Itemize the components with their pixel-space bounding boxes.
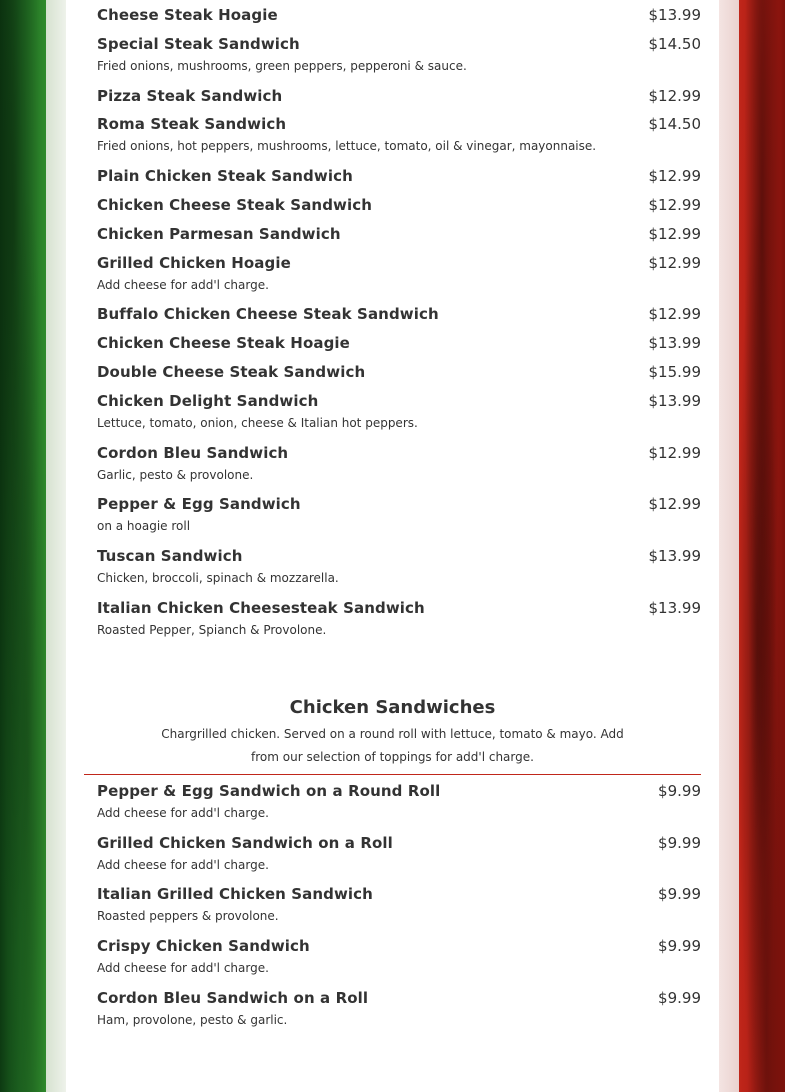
menu-item-name: Cordon Bleu Sandwich — [97, 444, 289, 462]
menu-item-price: $9.99 — [658, 885, 701, 903]
menu-item[interactable] — [97, 547, 701, 591]
menu-item-name: Italian Chicken Cheesesteak Sandwich — [97, 599, 425, 617]
menu-item-price: $13.99 — [648, 6, 701, 24]
menu-item-name: Chicken Delight Sandwich — [97, 392, 319, 410]
menu-item[interactable] — [97, 392, 701, 436]
menu-item-price: $13.99 — [648, 392, 701, 410]
menu-item-description: on a hoagie roll — [97, 519, 191, 533]
menu-item-name: Grilled Chicken Hoagie — [97, 254, 291, 272]
menu-item[interactable] — [97, 444, 701, 488]
menu-item-description: Fried onions, hot peppers, mushrooms, lettuce, tomato, oil & vinegar, mayonnaise. — [97, 139, 597, 153]
menu-item-name: Chicken Cheese Steak Sandwich — [97, 196, 373, 214]
menu-item-price: $13.99 — [648, 547, 701, 565]
menu-item-price: $12.99 — [648, 495, 701, 513]
menu-item-price: $12.99 — [648, 87, 701, 105]
menu-item-price: $9.99 — [658, 782, 701, 800]
menu-item-name: Cheese Steak Hoagie — [97, 6, 278, 24]
menu-item-price: $12.99 — [648, 225, 701, 243]
menu-item-description: Add cheese for add'l charge. — [97, 806, 269, 820]
menu-item-name: Pepper & Egg Sandwich — [97, 495, 301, 513]
menu-item[interactable] — [97, 334, 701, 358]
menu-item-description: Add cheese for add'l charge. — [97, 858, 269, 872]
menu-item-description: Ham, provolone, pesto & garlic. — [97, 1013, 288, 1027]
menu-item-name: Buffalo Chicken Cheese Steak Sandwich — [97, 305, 439, 323]
menu-item-price: $12.99 — [648, 167, 701, 185]
menu-item-description: Chicken, broccoli, spinach & mozzarella. — [97, 571, 339, 585]
menu-item[interactable] — [97, 989, 701, 1033]
menu-item-price: $9.99 — [658, 834, 701, 852]
menu-item-name: Pepper & Egg Sandwich on a Round Roll — [97, 782, 441, 800]
menu-item-name: Grilled Chicken Sandwich on a Roll — [97, 834, 393, 852]
menu-item-description: Roasted peppers & provolone. — [97, 909, 279, 923]
menu-item-name: Chicken Parmesan Sandwich — [97, 225, 341, 243]
menu-item-price: $13.99 — [648, 334, 701, 352]
menu-item-description: Garlic, pesto & provolone. — [97, 468, 254, 482]
menu-item[interactable] — [97, 305, 701, 329]
menu-item-price: $12.99 — [648, 444, 701, 462]
menu-item-description: Fried onions, mushrooms, green peppers, pepperoni & sauce. — [97, 59, 467, 73]
menu-item-name: Roma Steak Sandwich — [97, 115, 287, 133]
menu-item[interactable] — [97, 196, 701, 220]
menu-item-description: Roasted Pepper, Spianch & Provolone. — [97, 623, 327, 637]
menu-item-price: $9.99 — [658, 989, 701, 1007]
menu-item[interactable] — [97, 87, 701, 111]
menu-item-price: $15.99 — [648, 363, 701, 381]
menu-content — [66, 0, 719, 1092]
menu-item[interactable] — [97, 225, 701, 249]
section-title: Chicken Sandwiches — [289, 697, 496, 718]
menu-item-price: $12.99 — [648, 254, 701, 272]
menu-item[interactable] — [97, 937, 701, 981]
menu-item[interactable] — [97, 167, 701, 191]
menu-item[interactable] — [97, 254, 701, 298]
menu-item[interactable] — [97, 363, 701, 387]
right-pale-border — [719, 0, 739, 1092]
menu-item-price: $12.99 — [648, 305, 701, 323]
menu-item-name: Crispy Chicken Sandwich — [97, 937, 310, 955]
menu-item-name: Italian Grilled Chicken Sandwich — [97, 885, 373, 903]
menu-item-price: $14.50 — [648, 35, 701, 53]
menu-item-description: Add cheese for add'l charge. — [97, 278, 269, 292]
section-divider — [84, 774, 701, 775]
menu-item-name: Cordon Bleu Sandwich on a Roll — [97, 989, 369, 1007]
section-description: Chargrilled chicken. Served on a round roll with lettuce, tomato & mayo. Add from our selection of toppings for add'l charge. — [161, 727, 624, 764]
menu-item-name: Special Steak Sandwich — [97, 35, 300, 53]
menu-item-price: $13.99 — [648, 599, 701, 617]
right-red-border — [739, 0, 785, 1092]
menu-item-name: Tuscan Sandwich — [97, 547, 243, 565]
menu-item-description: Add cheese for add'l charge. — [97, 961, 269, 975]
menu-item-price: $9.99 — [658, 937, 701, 955]
menu-item-name: Pizza Steak Sandwich — [97, 87, 283, 105]
menu-item[interactable] — [97, 834, 701, 878]
menu-item[interactable] — [97, 115, 701, 159]
menu-item-name: Plain Chicken Steak Sandwich — [97, 167, 353, 185]
menu-item-price: $12.99 — [648, 196, 701, 214]
left-pale-border — [46, 0, 66, 1092]
menu-item[interactable] — [97, 599, 701, 643]
menu-item[interactable] — [97, 495, 701, 539]
menu-item-name: Chicken Cheese Steak Hoagie — [97, 334, 350, 352]
menu-item[interactable] — [97, 782, 701, 826]
menu-item-price: $14.50 — [648, 115, 701, 133]
menu-item-name: Double Cheese Steak Sandwich — [97, 363, 366, 381]
left-green-border — [0, 0, 46, 1092]
menu-item[interactable] — [97, 6, 701, 30]
menu-item-description: Lettuce, tomato, onion, cheese & Italian hot peppers. — [97, 416, 418, 430]
menu-item[interactable] — [97, 35, 701, 79]
menu-item[interactable] — [97, 885, 701, 929]
